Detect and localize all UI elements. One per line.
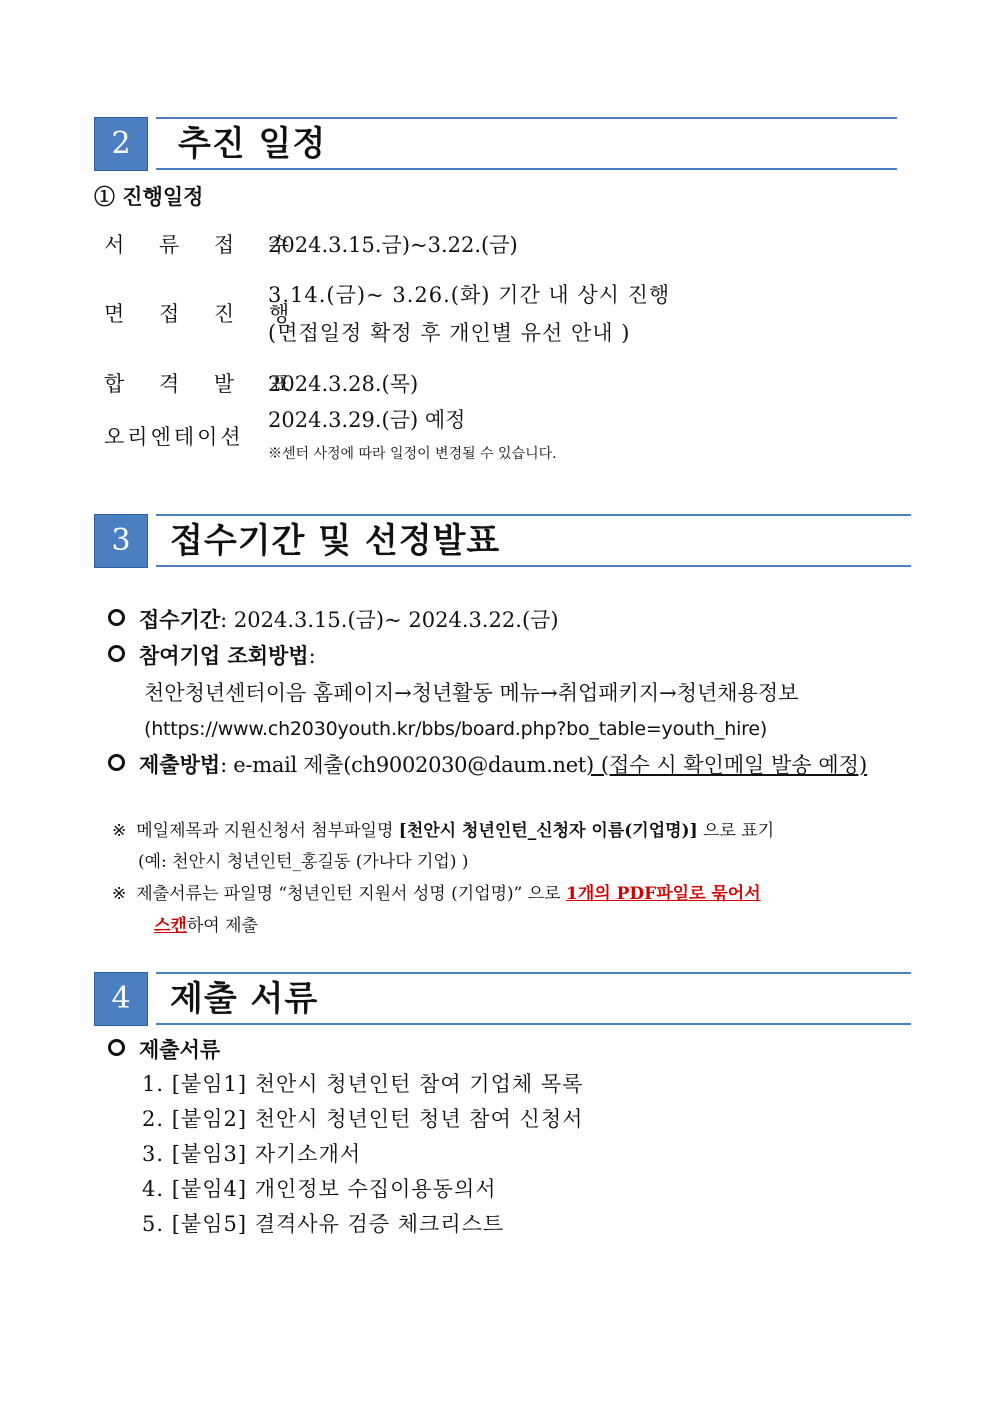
note-filename: [천안시 청년인턴_신청자 이름(기업명)] bbox=[398, 821, 698, 841]
note-text: 제출서류는 파일명 “청년인턴 지원서 성명 (기업명)” 으로 bbox=[136, 884, 567, 904]
note-2 bbox=[112, 881, 761, 907]
circle-bullet-icon bbox=[108, 754, 125, 771]
document-item: 4. [붙임4] 개인정보 수집이용동의서 bbox=[142, 1177, 497, 1201]
subheading: ① 진행일정 bbox=[94, 184, 204, 209]
divider bbox=[156, 514, 911, 516]
lookup-line bbox=[108, 643, 316, 669]
section-title: 추진 일정 bbox=[178, 124, 327, 164]
document-item: 1. [붙임1] 천안시 청년인턴 참여 기업체 목록 bbox=[142, 1072, 584, 1096]
schedule-value: 2024.3.29.(금) 예정 bbox=[268, 408, 466, 432]
submit-note: ) (접수 시 확인메일 발송 예정) bbox=[586, 753, 868, 777]
note-text: 하여 제출 bbox=[186, 916, 258, 936]
circle-bullet-icon bbox=[108, 1039, 125, 1056]
divider bbox=[156, 565, 911, 567]
period-value: : 2024.3.15.(금)~ 2024.3.22.(금) bbox=[220, 608, 559, 632]
lookup-url[interactable]: (https://www.ch2030youth.kr/bbs/board.php?bo_table=youth_hire) bbox=[144, 718, 768, 740]
note-1 bbox=[112, 818, 774, 844]
document-item: 2. [붙임2] 천안시 청년인턴 청년 참여 신청서 bbox=[142, 1107, 584, 1131]
circle-bullet-icon bbox=[108, 645, 125, 662]
lookup-label: 참여기업 조회방법 bbox=[139, 643, 309, 668]
note-text: 메일제목과 지원신청서 첨부파일명 bbox=[136, 821, 399, 841]
divider bbox=[156, 1023, 911, 1025]
note-mark: ※ bbox=[112, 884, 127, 904]
submit-label: 제출방법 bbox=[139, 752, 221, 777]
divider bbox=[156, 972, 911, 974]
note-1-example: (예: 천안시 청년인턴_홍길동 (가나다 기업) ) bbox=[138, 852, 469, 872]
note-mark: ※ bbox=[112, 821, 127, 841]
schedule-value: 2024.3.28.(목) bbox=[268, 372, 419, 396]
schedule-label: 합 격 발 표 bbox=[104, 372, 304, 396]
schedule-value: (면접일정 확정 후 개인별 유선 안내 ) bbox=[268, 321, 631, 345]
note-2-cont bbox=[154, 913, 258, 939]
section-number: 3 bbox=[94, 514, 148, 568]
schedule-value: 3.14.(금)~ 3.26.(화) 기간 내 상시 진행 bbox=[268, 283, 671, 307]
period-label: 접수기간 bbox=[139, 607, 221, 632]
schedule-label: 서 류 접 수 bbox=[104, 233, 304, 257]
section-title: 제출 서류 bbox=[170, 979, 319, 1019]
lookup-path: 천안청년센터이음 홈페이지→청년활동 메뉴→취업패키지→청년채용정보 bbox=[144, 681, 799, 705]
section-3-header bbox=[94, 514, 911, 568]
section-2-header bbox=[94, 117, 897, 171]
schedule-label: 면 접 진 행 bbox=[104, 302, 304, 326]
document-item: 5. [붙임5] 결격사유 검증 체크리스트 bbox=[142, 1212, 505, 1236]
submit-line bbox=[108, 752, 867, 778]
document-item: 3. [붙임3] 자기소개서 bbox=[142, 1142, 362, 1166]
schedule-note: ※센터 사정에 따라 일정이 변경될 수 있습니다. bbox=[268, 446, 557, 462]
submit-value: : e-mail 제출(ch9002030@daum.net bbox=[220, 753, 587, 777]
period-line bbox=[108, 607, 559, 633]
circle-bullet-icon bbox=[108, 609, 125, 626]
divider bbox=[156, 117, 897, 119]
note-text: 으로 표기 bbox=[697, 821, 775, 841]
note-highlight: 스캔 bbox=[154, 916, 187, 936]
lookup-colon: : bbox=[308, 644, 316, 668]
schedule-value: 2024.3.15.금)~3.22.(금) bbox=[268, 233, 518, 257]
section-4-header bbox=[94, 972, 911, 1026]
documents-line bbox=[108, 1037, 220, 1063]
section-number: 4 bbox=[94, 972, 148, 1026]
section-title: 접수기간 및 선정발표 bbox=[170, 521, 501, 561]
note-highlight: 1개의 PDF파일로 묶어서 bbox=[566, 884, 761, 904]
divider bbox=[156, 168, 897, 170]
schedule-label: 오리엔테이션 bbox=[104, 425, 244, 449]
section-number: 2 bbox=[94, 117, 148, 171]
documents-label: 제출서류 bbox=[139, 1037, 221, 1062]
